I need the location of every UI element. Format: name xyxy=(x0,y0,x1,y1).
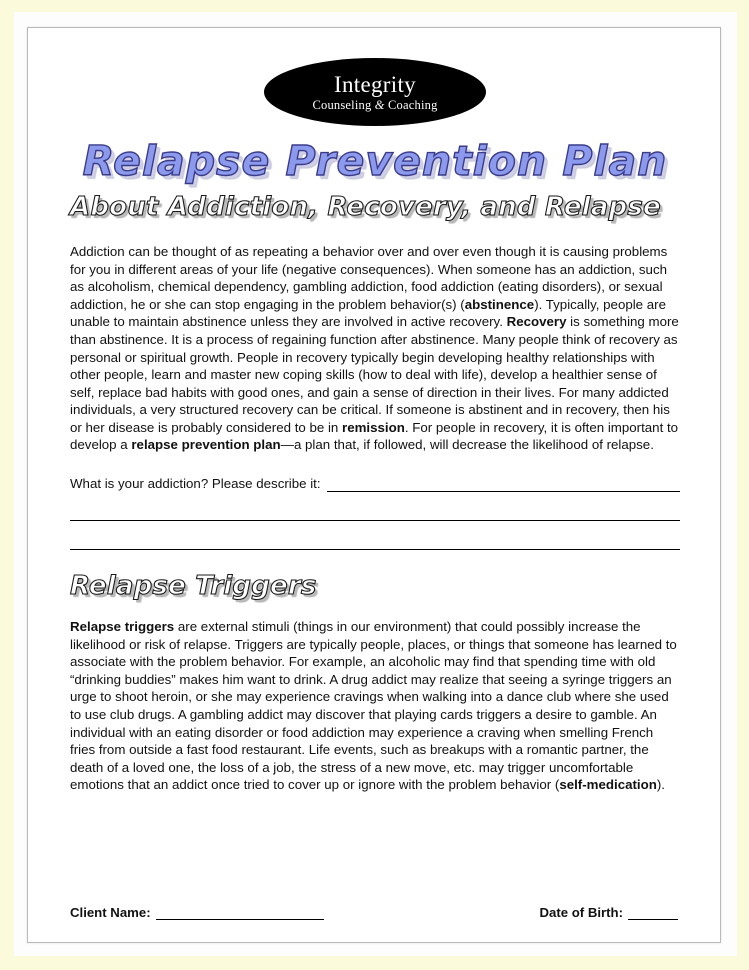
text-run-bold: Relapse triggers xyxy=(70,618,175,634)
logo-ampersand: & xyxy=(374,97,385,112)
addiction-answer-line-1[interactable] xyxy=(327,477,680,492)
section-paragraph-about xyxy=(70,243,680,454)
addiction-question-label: What is your addiction? Please describe it: xyxy=(70,476,321,492)
text-run: —a plan that, if followed, will decrease the likelihood of relapse. xyxy=(280,437,654,453)
logo-title: Integrity xyxy=(334,71,416,97)
text-run: ). Typically, people are unable to maintain abstinence unless they are involved in active recovery. xyxy=(70,296,666,330)
text-run-bold: abstinence xyxy=(464,296,535,312)
section-heading-relapse-triggers: Relapse Triggers xyxy=(70,571,317,602)
text-run-bold: relapse prevention plan xyxy=(131,437,281,453)
page-title: Relapse Prevention Plan xyxy=(82,137,668,185)
text-run-bold: Recovery xyxy=(506,314,567,330)
text-run: Addiction can be thought of as repeating a behavior over and over even though it is causing problems for you in different areas of your life (negative consequences). When someone has an addiction, such as alcoholism, chemical dependency, gambling addiction, food addiction (eating disorders), or sexual addiction, he or she can stop engaging in the problem behavior(s) ( xyxy=(70,243,668,312)
text-run: is something more than abstinence. It is a process of regaining function after abstinence. Many people think of recovery as personal or spiritual growth. People in recovery typically begin developing healthy relationships with other people, learn and master new coping skills (how to deal with life), develop a healthier sense of self, replace bad habits with good ones, and gain a sense of direction in their lives. For many addicted individuals, a very structured recovery can be critical. If someone is abstinent and in recovery, then his or her disease is probably considered to be in xyxy=(70,314,679,435)
section-paragraph-relapse-triggers xyxy=(70,618,680,794)
date-of-birth-group xyxy=(539,905,678,920)
addiction-answer-line-3[interactable] xyxy=(70,549,680,550)
addiction-answer-line-2[interactable] xyxy=(70,520,680,521)
footer xyxy=(70,905,678,920)
text-run-bold: remission xyxy=(342,419,405,435)
client-name-label: Client Name: xyxy=(70,905,151,920)
date-of-birth-field[interactable] xyxy=(628,906,678,920)
text-run-bold: self-medication xyxy=(559,777,657,793)
page-edge-bottom xyxy=(0,956,749,970)
document-content xyxy=(70,50,680,794)
text-run: are external stimuli (things in our environment) that could possibly increase the likelihood or risk of relapse. Triggers are typically people, places, or things that someone has learned to associate with the problem behavior. For example, an alcoholic may find that spending time with old “drinking buddies” makes him want to drink. A drug addict may realize that seeing a syringe triggers an urge to shoot heroin, or she may experience cravings when walking into a dance club where she used to use club drugs. A gambling addict may discover that playing cards triggers a desire to gamble. An individual with an eating disorder or food addiction may experience a craving when smelling French fries from outside a fast food restaurant. Life events, such as breakups with a romantic partner, the death of a loved one, the loss of a job, the stress of a new move, etc. may trigger uncomfortable emotions that an addict once tried to cover up or ignore with the problem behavior ( xyxy=(70,618,677,793)
logo-subtitle-before: Counseling xyxy=(312,97,375,112)
page-edge-top xyxy=(0,0,749,12)
addiction-question-row xyxy=(70,476,680,492)
client-name-field[interactable] xyxy=(156,906,324,920)
logo-subtitle xyxy=(312,99,437,112)
logo xyxy=(70,58,680,126)
text-run: . For people in recovery, it is often important to develop a xyxy=(70,419,679,453)
section-heading-about: About Addiction, Recovery, and Relapse xyxy=(70,192,661,223)
document-sheet xyxy=(27,27,721,943)
text-run: ). xyxy=(656,777,665,793)
logo-ellipse xyxy=(264,58,486,126)
date-of-birth-label: Date of Birth: xyxy=(539,905,623,920)
page-edge-right xyxy=(737,0,749,970)
logo-subtitle-after: Coaching xyxy=(384,97,438,112)
client-name-group xyxy=(70,905,324,920)
page-edge-left xyxy=(0,0,14,970)
